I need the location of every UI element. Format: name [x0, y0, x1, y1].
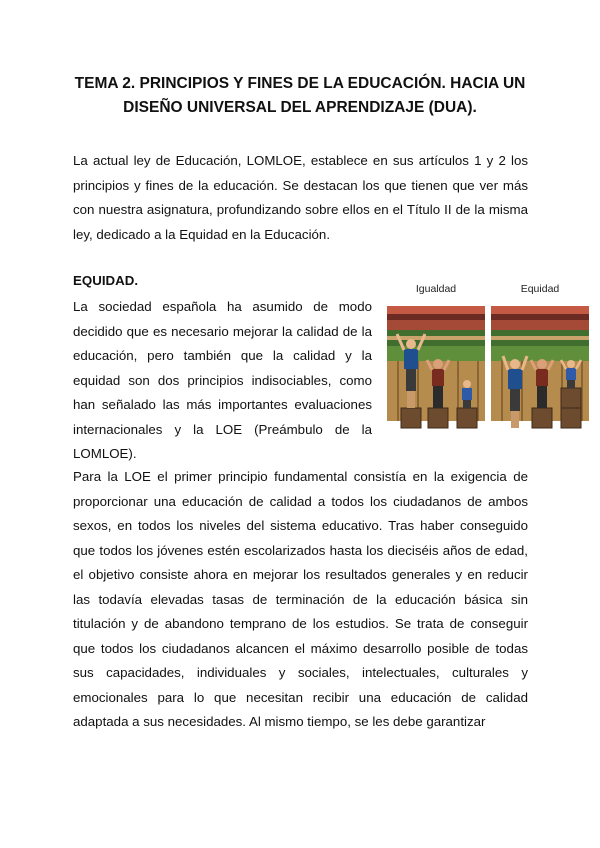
- document-title: TEMA 2. PRINCIPIOS Y FINES DE LA EDUCACIÓN. HACIA UN DISEÑO UNIVERSAL DEL APRENDIZAJE (DUA).: [74, 75, 526, 116]
- equity-paragraph: La sociedad española ha asumido de modo decidido que es necesario mejorar la calidad de la educación, pero también que la calidad y la equidad son dos principios indisociables, como han señalado las más importantes evaluaciones internacionales y la LOE (Preámbulo de la LOMLOE).: [73, 299, 372, 461]
- caption-equidad: Equidad: [520, 283, 560, 295]
- section-heading-equidad: EQUIDAD.: [73, 273, 139, 288]
- equality-equity-illustration: [387, 283, 590, 435]
- equity-panel-image: [491, 306, 589, 434]
- intro-paragraph: La actual ley de Educación, LOMLOE, establece en sus artículos 1 y 2 los principios y fines de la educación. Se destacan los que tienen que ver más con nuestra asignatura, profundizando sobre ellos en el Título II de la misma ley, dedicado a la Equidad en la Educación.: [73, 153, 528, 242]
- equality-panel-image: [387, 306, 485, 434]
- loe-paragraph: Para la LOE el primer principio fundamental consistía en la exigencia de proporcionar una educación de calidad a todos los ciudadanos de ambos sexos, en todos los niveles del sistema educativo. Tras haber conseguido que todos los jóvenes estén escolarizados hasta los dieciséis años de edad, el objetivo consiste ahora en mejorar los resultados generales y en reducir las todavía elevadas tasas de terminación de la educación básica sin titulación y de abandono temprano de los estudios. Se trata de conseguir que todos los ciudadanos alcancen el máximo desarrollo posible de todas sus capacidades, individuales y sociales, intelectuales, culturales y emocionales para lo que necesitan recibir una educación de calidad adaptada a sus necesidades. Al mismo tiempo, se les debe garantizar: [73, 469, 528, 729]
- caption-igualdad: Igualdad: [415, 283, 457, 295]
